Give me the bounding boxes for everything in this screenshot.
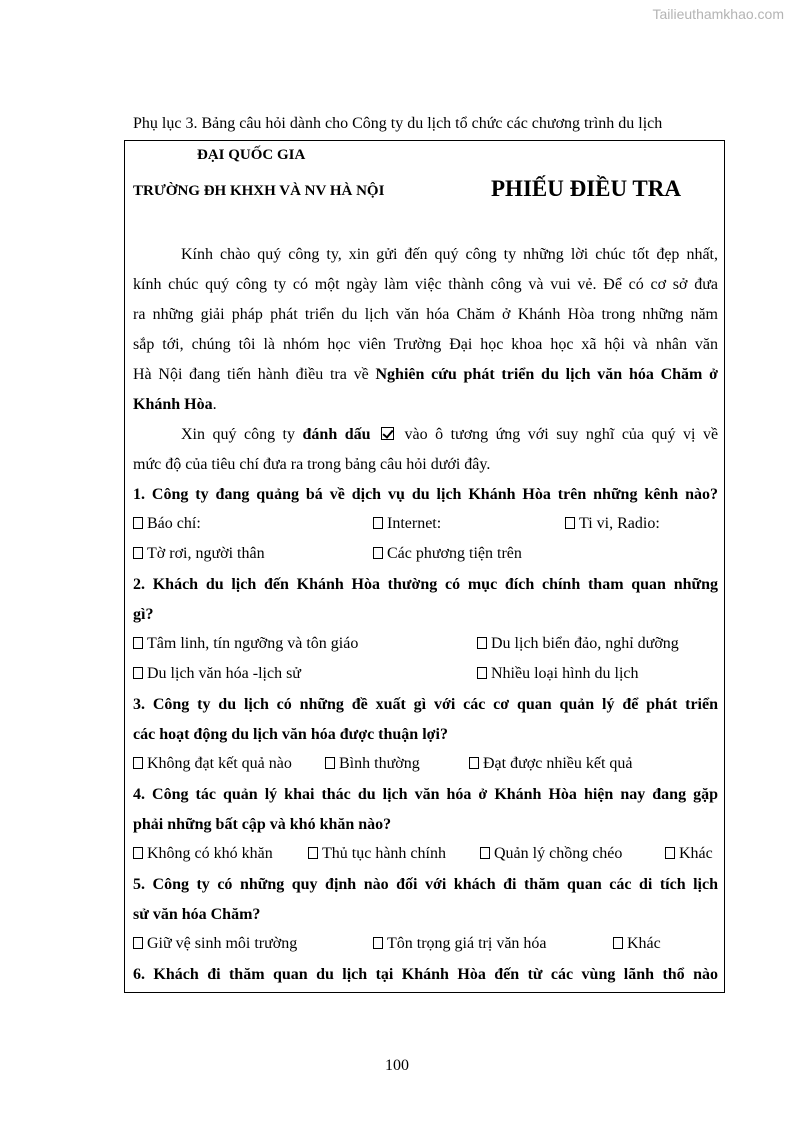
instruction-bold: đánh dấu (302, 426, 371, 443)
q1-option-5[interactable]: Các phương tiện trên (373, 545, 522, 563)
q2-option-2[interactable]: Du lịch biển đảo, nghỉ dưỡng (477, 635, 679, 653)
question-3-line-2: các hoạt động du lịch văn hóa được thuận lợi? (133, 726, 448, 743)
question-1: 1. Công ty đang quảng bá về dịch vụ du lịch Khánh Hòa trên những kênh nào? (133, 486, 718, 503)
q1-option-2[interactable]: Internet: (373, 515, 441, 533)
intro-line-3: ra những giải pháp phát triển du lịch văn hóa Chăm ở Khánh Hòa trong những năm (133, 306, 718, 323)
checkbox-icon[interactable] (133, 847, 143, 859)
intro-line-6-bold: Khánh Hòa (133, 396, 213, 413)
org-line-1: ĐẠI QUỐC GIA (197, 147, 306, 163)
instruction-line-2: mức độ của tiêu chí đưa ra trong bảng câu hỏi dưới đây. (133, 456, 491, 473)
instruction-plain-2: vào ô tương ứng với suy nghĩ của quý vị về (404, 426, 719, 443)
q1-option-3[interactable]: Ti vi, Radio: (565, 515, 660, 533)
q3-option-3[interactable]: Đạt được nhiều kết quả (469, 755, 633, 773)
q3-option-1[interactable]: Không đạt kết quả nào (133, 755, 292, 773)
survey-title: PHIẾU ĐIỀU TRA (491, 176, 681, 201)
survey-box (124, 140, 725, 993)
checkbox-icon[interactable] (133, 637, 143, 649)
intro-line-1: Kính chào quý công ty, xin gửi đến quý công ty những lời chúc tốt đẹp nhất, (181, 246, 718, 263)
question-3-line-1: 3. Công ty du lịch có những đề xuất gì với các cơ quan quản lý để phát triển (133, 696, 718, 713)
watermark: Tailieuthamkhao.com (652, 6, 784, 22)
intro-line-5-bold: Nghiên cứu phát triển du lịch văn hóa Chăm ở (375, 366, 719, 383)
checkbox-icon[interactable] (133, 517, 143, 529)
question-5-line-1: 5. Công ty có những quy định nào đối với khách đi thăm quan các di tích lịch (133, 876, 718, 893)
q4-option-3[interactable]: Quản lý chồng chéo (480, 845, 622, 863)
question-4-line-2: phải những bất cập và khó khăn nào? (133, 816, 392, 833)
checkbox-icon[interactable] (373, 547, 383, 559)
checkbox-icon[interactable] (133, 937, 143, 949)
question-5-line-2: sử văn hóa Chăm? (133, 906, 261, 923)
checkbox-icon[interactable] (480, 847, 490, 859)
checkbox-icon[interactable] (373, 937, 383, 949)
instruction-plain-1: Xin quý công ty (181, 426, 296, 443)
q5-option-1[interactable]: Giữ vệ sinh môi trường (133, 935, 297, 953)
question-2-line-2: gì? (133, 606, 154, 623)
intro-line-5-plain: Hà Nội đang tiến hành điều tra về (133, 366, 369, 383)
q4-option-2[interactable]: Thủ tục hành chính (308, 845, 446, 863)
q5-option-3[interactable]: Khác (613, 935, 661, 953)
q2-option-4[interactable]: Nhiều loại hình du lịch (477, 665, 639, 683)
intro-line-5 (133, 365, 718, 385)
checkbox-icon[interactable] (133, 547, 143, 559)
checkbox-icon[interactable] (477, 637, 487, 649)
instruction-line-1 (181, 425, 718, 445)
checked-box-icon (381, 427, 394, 440)
question-2-line-1: 2. Khách du lịch đến Khánh Hòa thường có mục đích chính tham quan những (133, 576, 718, 593)
q1-option-1[interactable]: Báo chí: (133, 515, 201, 533)
appendix-caption: Phụ lục 3. Bảng câu hỏi dành cho Công ty du lịch tổ chức các chương trình du lịch (133, 115, 663, 132)
checkbox-icon[interactable] (133, 667, 143, 679)
intro-line-2: kính chúc quý công ty có một ngày làm việc thành công và vui vẻ. Để có cơ sở đưa (133, 276, 718, 293)
question-4-line-1: 4. Công tác quản lý khai thác du lịch văn hóa ở Khánh Hòa hiện nay đang gặp (133, 786, 718, 803)
checkbox-icon[interactable] (613, 937, 623, 949)
intro-line-6-plain: . (212, 396, 217, 413)
checkbox-icon[interactable] (565, 517, 575, 529)
q4-option-1[interactable]: Không có khó khăn (133, 845, 273, 863)
q1-option-4[interactable]: Tờ rơi, người thân (133, 545, 265, 563)
q4-option-4[interactable]: Khác (665, 845, 713, 863)
checkbox-icon[interactable] (308, 847, 318, 859)
q3-option-2[interactable]: Bình thường (325, 755, 420, 773)
org-line-2: TRƯỜNG ĐH KHXH VÀ NV HÀ NỘI (133, 183, 385, 199)
intro-line-6 (133, 395, 718, 415)
q2-option-1[interactable]: Tâm linh, tín ngưỡng và tôn giáo (133, 635, 358, 653)
q5-option-2[interactable]: Tôn trọng giá trị văn hóa (373, 935, 547, 953)
checkbox-icon[interactable] (133, 757, 143, 769)
checkbox-icon[interactable] (325, 757, 335, 769)
intro-line-4: sắp tới, chúng tôi là nhóm học viên Trường Đại học khoa học xã hội và nhân văn (133, 336, 718, 353)
checkbox-icon[interactable] (665, 847, 675, 859)
checkbox-icon[interactable] (469, 757, 479, 769)
checkbox-icon[interactable] (477, 667, 487, 679)
question-6-line-1: 6. Khách đi thăm quan du lịch tại Khánh Hòa đến từ các vùng lãnh thổ nào (133, 966, 718, 983)
page-number: 100 (385, 1057, 409, 1074)
checkbox-icon[interactable] (373, 517, 383, 529)
q2-option-3[interactable]: Du lịch văn hóa -lịch sử (133, 665, 301, 683)
